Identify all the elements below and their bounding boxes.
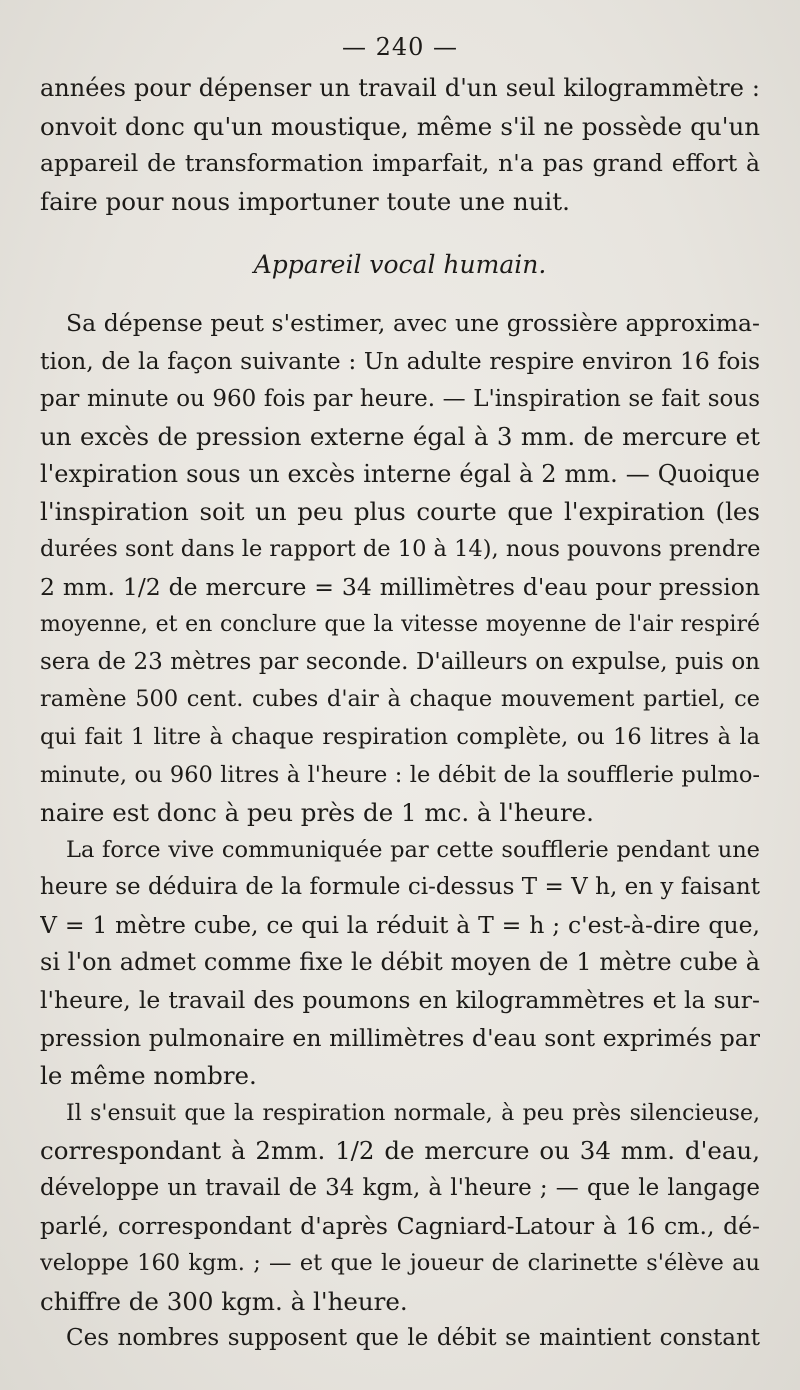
section-heading: Appareil vocal humain. [253,250,547,280]
text-line: qui fait 1 litre à chaque respiration complète, ou 16 litres à la [40,723,760,750]
text-line: minute, ou 960 litres à l'heure : le débit de la soufflerie pulmo- [40,761,760,788]
text-line: un excès de pression externe égal à 3 mm. de mercure et [40,422,760,452]
paragraph-final [40,1320,760,1358]
text-line: si l'on admet comme fixe le débit moyen de 1 mètre cube à [40,948,760,977]
text-line: le même nombre. [40,1061,257,1091]
text-line: durées sont dans le rapport de 10 à 14), nous pouvons prendre [40,535,760,562]
text-line: heure se déduira de la formule ci-dessus T = V h, en y faisant [40,874,760,901]
text-line: l'expiration sous un excès interne égal à 2 mm. — Quoique [40,459,760,488]
text-line: tion, de la façon suivante : Un adulte respire environ 16 fois [40,346,760,375]
text-line: chiffre de 300 kgm. à l'heure. [40,1286,408,1316]
text-line: pression pulmonaire en millimètres d'eau sont exprimés par [40,1023,760,1052]
paragraph-continued [40,70,760,220]
text-line: développe un travail de 34 kgm, à l'heure ; — que le langage [40,1175,760,1202]
text-line: V = 1 mètre cube, ce qui la réduit à T = h ; c'est-à-dire que, [40,910,760,939]
page-number: — 240 — [341,33,459,61]
text-line: La force vive communiquée par cette soufflerie pendant une [66,836,760,863]
text-line: Sa dépense peut s'estimer, avec une grossière approxima- [66,309,760,338]
text-line: Ces nombres supposent que le débit se maintient constant [66,1325,760,1352]
text-line: correspondant à 2mm. 1/2 de mercure ou 34 mm. d'eau, [40,1136,760,1166]
text-line: 2 mm. 1/2 de mercure = 34 millimètres d'eau pour pression [40,572,760,601]
paragraph-living-force [40,832,760,1095]
text-line: par minute ou 960 fois par heure. — L'inspiration se fait sous [40,385,760,412]
text-line: sera de 23 mètres par seconde. D'ailleurs on expulse, puis on [40,648,760,675]
text-line: veloppe 160 kgm. ; — et que le joueur de clarinette s'élève au [40,1250,760,1277]
text-line: naire est donc à peu près de 1 mc. à l'heure. [40,798,594,828]
text-line: années pour dépenser un travail d'un seul kilogrammètre : [40,74,760,102]
paragraph-vocal-expense [40,305,760,831]
text-line: l'heure, le travail des poumons en kilogrammètres et la sur- [40,986,760,1015]
text-line: onvoit donc qu'un moustique, même s'il ne possède qu'un [40,111,760,141]
text-line: Il s'ensuit que la respiration normale, à peu près silencieuse, [66,1100,760,1126]
text-line: appareil de transformation imparfait, n'a pas grand effort à [40,149,760,178]
text-line: parlé, correspondant d'après Cagniard-Latour à 16 cm., dé- [40,1211,760,1240]
text-line: faire pour nous importuner toute une nuit. [40,186,570,216]
text-line: l'inspiration soit un peu plus courte que l'expiration (les [40,497,760,527]
text-line: ramène 500 cent. cubes d'air à chaque mouvement partiel, ce [40,686,760,713]
text-line: moyenne, et en conclure que la vitesse moyenne de l'air respiré [40,612,760,638]
paragraph-consequences [40,1095,760,1321]
